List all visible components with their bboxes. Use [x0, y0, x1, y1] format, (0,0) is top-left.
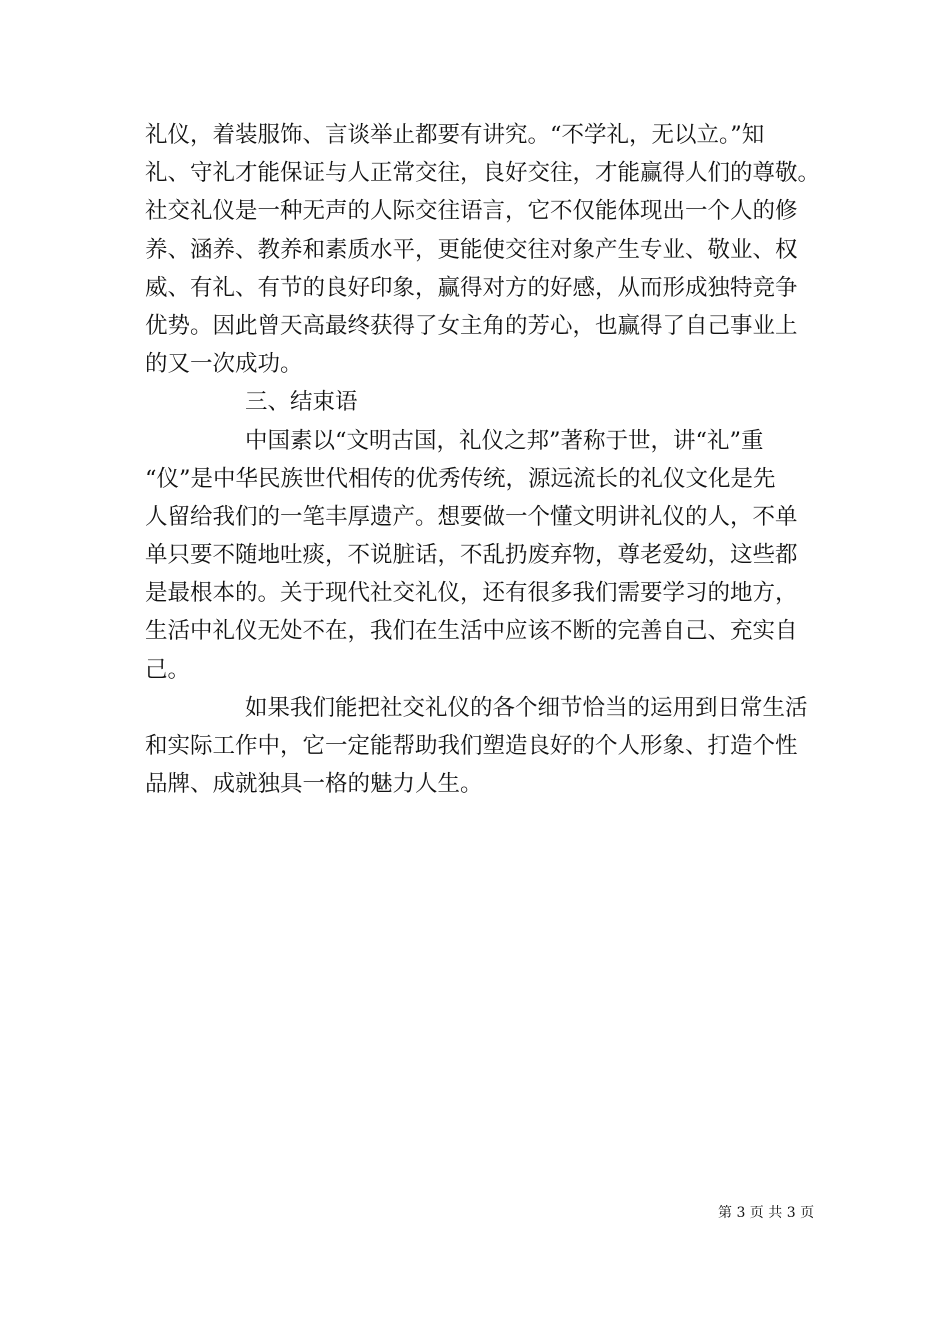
text-line: 养、涵养、教养和素质水平，更能使交往对象产生专业、敬业、权 [145, 236, 798, 263]
text-line: 社交礼仪是一种无声的人际交往语言，它不仅能体现出一个人的修 [145, 198, 798, 225]
text-line: 品牌、成就独具一格的魅力人生。 [145, 771, 483, 798]
text-line: 己。 [145, 656, 191, 683]
page-number-footer: 第 3 页 共 3 页 [718, 1205, 815, 1221]
text-line: 如果我们能把社交礼仪的各个细节恰当的运用到日常生活 [245, 694, 808, 721]
section-heading-text: 三、结束语 [245, 389, 358, 416]
text-line: 和实际工作中，它一定能帮助我们塑造良好的个人形象、打造个性 [145, 733, 798, 759]
text-line: 生活中礼仪无处不在，我们在生活中应该不断的完善自己、充实自 [145, 618, 798, 645]
document-body [145, 116, 845, 803]
text-line: 人留给我们的一笔丰厚遗产。想要做一个懂文明讲礼仪的人，不单 [145, 503, 798, 530]
text-line: 的又一次成功。 [145, 351, 303, 378]
text-line: 优势。因此曾天高最终获得了女主角的芳心，也赢得了自己事业上 [145, 312, 798, 339]
text-line: 礼仪，着装服饰、言谈举止都要有讲究。“不学礼，无以立。”知 [145, 122, 765, 148]
paragraph-continued [145, 116, 845, 383]
text-line: 威、有礼、有节的良好印象，赢得对方的好感，从而形成独特竞争 [145, 274, 798, 301]
text-line: 礼、守礼才能保证与人正常交往，良好交往，才能赢得人们的尊敬。 [145, 160, 821, 187]
paragraph-conclusion [145, 422, 845, 689]
text-line: “仪”是中华民族世代相传的优秀传统，源远流长的礼仪文化是先 [145, 465, 776, 492]
text-line: 中国素以“文明古国，礼仪之邦”著称于世，讲“礼”重 [245, 427, 764, 454]
section-heading [145, 383, 845, 421]
text-line: 是最根本的。关于现代社交礼仪，还有很多我们需要学习的地方， [145, 580, 798, 607]
text-line: 单只要不随地吐痰，不说脏话，不乱扔废弃物，尊老爱幼，这些都 [145, 542, 798, 569]
paragraph-final [145, 689, 845, 804]
